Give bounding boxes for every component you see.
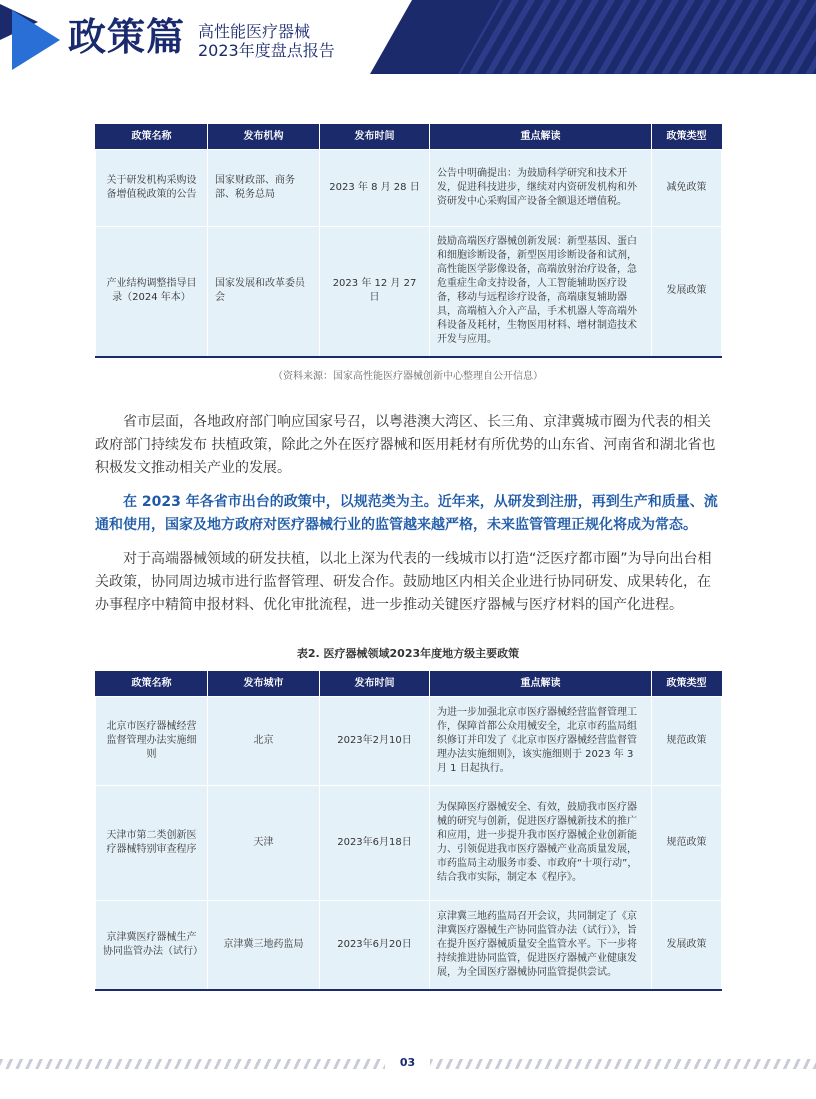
- national-policy-table: [95, 124, 722, 358]
- policy-type-cell: 发展政策: [652, 227, 722, 357]
- page-header: [0, 0, 816, 74]
- footer-stripe-right: [430, 1059, 816, 1069]
- date-cell: 2023年6月20日: [320, 901, 430, 990]
- page-section-title: 政策篇: [68, 15, 186, 59]
- date-cell: 2023年6月18日: [320, 786, 430, 901]
- table-row: [96, 901, 722, 990]
- column-header-issuer: 发布机构: [208, 125, 320, 150]
- policy-type-cell: 发展政策: [652, 901, 722, 990]
- report-subtitle-line-1: 高性能医疗器械: [198, 22, 311, 41]
- issuer-cell: 国家财政部、商务部、税务总局: [208, 150, 320, 227]
- date-cell: 2023年2月10日: [320, 697, 430, 786]
- column-header-date: 发布时间: [320, 672, 430, 697]
- table-header-row: [96, 125, 722, 150]
- table-2-caption: 表2. 医疗器械领域2023年度地方级主要政策: [296, 647, 520, 660]
- city-cell: 天津: [208, 786, 320, 901]
- date-cell: 2023 年 12 月 27 日: [320, 227, 430, 357]
- date-cell: 2023 年 8 月 28 日: [320, 150, 430, 227]
- body-paragraph-highlight: 在 2023 年各省市出台的政策中，以规范类为主。近年来，从研发到注册，再到生产和质量、流通和使用，国家及地方政府对医疗器械行业的监管越来越严格，未来监管管理正规化将成为常态。: [95, 494, 718, 533]
- policy-name-cell: 京津冀医疗器械生产协同监管办法（试行）: [96, 901, 208, 990]
- column-header-interpretation: 重点解读: [430, 672, 652, 697]
- page-number: 03: [399, 1056, 416, 1069]
- footer-stripe-left: [0, 1059, 385, 1069]
- policy-name-cell: 产业结构调整指导目录（2024 年本）: [96, 227, 208, 357]
- column-header-city: 发布城市: [208, 672, 320, 697]
- policy-type-cell: 规范政策: [652, 697, 722, 786]
- source-note: （资料来源：国家高性能医疗器械创新中心整理自公开信息）: [273, 371, 543, 382]
- column-header-date: 发布时间: [320, 125, 430, 150]
- report-subtitle: [198, 22, 335, 60]
- table-row: [96, 697, 722, 786]
- interpretation-cell: 鼓励高端医疗器械创新发展：新型基因、蛋白和细胞诊断设备，新型医用诊断设备和试剂，高性能医学影像设备，高端放射治疗设备，急危重症生命支持设备，人工智能辅助医疗设备，移动与远程诊疗设备，高端康复辅助器具，高端植入介入产品，手术机器人等高端外科设备及耗材，生物医用材料、增材制造技术开发与应用。: [430, 227, 652, 357]
- policy-type-cell: 规范政策: [652, 786, 722, 901]
- body-paragraph-high-end: 对于高端器械领域的研发扶植，以北上深为代表的一线城市以打造“泛医疗都市圈”为导向出台相关政策，协同周边城市进行监督管理、研发合作。鼓励地区内相关企业进行协同研发、成果转化，在办事程序中精简申报材料、优化审批流程，进一步推动关键医疗器械与医疗材料的国产化进程。: [95, 551, 712, 613]
- report-subtitle-line-2: 2023年度盘点报告: [198, 41, 335, 60]
- city-cell: 京津冀三地药监局: [208, 901, 320, 990]
- column-header-policy-type: 政策类型: [652, 125, 722, 150]
- column-header-interpretation: 重点解读: [430, 125, 652, 150]
- table-row: [96, 150, 722, 227]
- local-policy-table: [95, 671, 722, 991]
- interpretation-cell: 京津冀三地药监局召开会议，共同制定了《京津冀医疗器械生产协同监管办法（试行）》，旨在提升医疗器械质量安全监管水平。下一步将持续推进协同监管，促进医疗器械产业健康发展，为全国医疗器械协同监管提供尝试。: [430, 901, 652, 990]
- policy-name-cell: 关于研发机构采购设备增值税政策的公告: [96, 150, 208, 227]
- interpretation-cell: 公告中明确提出：为鼓励科学研究和技术开发，促进科技进步，继续对内资研发机构和外资研发中心采购国产设备全额退还增值税。: [430, 150, 652, 227]
- issuer-cell: 国家发展和改革委员会: [208, 227, 320, 357]
- policy-name-cell: 北京市医疗器械经营监督管理办法实施细则: [96, 697, 208, 786]
- column-header-policy-type: 政策类型: [652, 672, 722, 697]
- city-cell: 北京: [208, 697, 320, 786]
- column-header-policy-name: 政策名称: [96, 125, 208, 150]
- policy-type-cell: 减免政策: [652, 150, 722, 227]
- interpretation-cell: 为保障医疗器械安全、有效，鼓励我市医疗器械的研究与创新，促进医疗器械新技术的推广和应用，进一步提升我市医疗器械企业创新能力、引领促进我市医疗器械产业高质量发展，市药监局主动服务市委、市政府“十项行动”，结合我市实际，制定本《程序》。: [430, 786, 652, 901]
- interpretation-cell: 为进一步加强北京市医疗器械经营监督管理工作，保障首都公众用械安全，北京市药监局组织修订并印发了《北京市医疗器械经营监督管理办法实施细则》，该实施细则于 2023 年 3 月 1 日起执行。: [430, 697, 652, 786]
- body-paragraph-provincial: 省市层面，各地政府部门响应国家号召，以粤港澳大湾区、长三角、京津冀城市圈为代表的相关政府部门持续发布 扶植政策，除此之外在医疗器械和医用耗材有所优势的山东省、河南省和湖北省也积极发文推动相关产业的发展。: [95, 414, 716, 476]
- table-row: [96, 786, 722, 901]
- column-header-policy-name: 政策名称: [96, 672, 208, 697]
- table-header-row: [96, 672, 722, 697]
- table-row: [96, 227, 722, 357]
- policy-name-cell: 天津市第二类创新医疗器械特别审查程序: [96, 786, 208, 901]
